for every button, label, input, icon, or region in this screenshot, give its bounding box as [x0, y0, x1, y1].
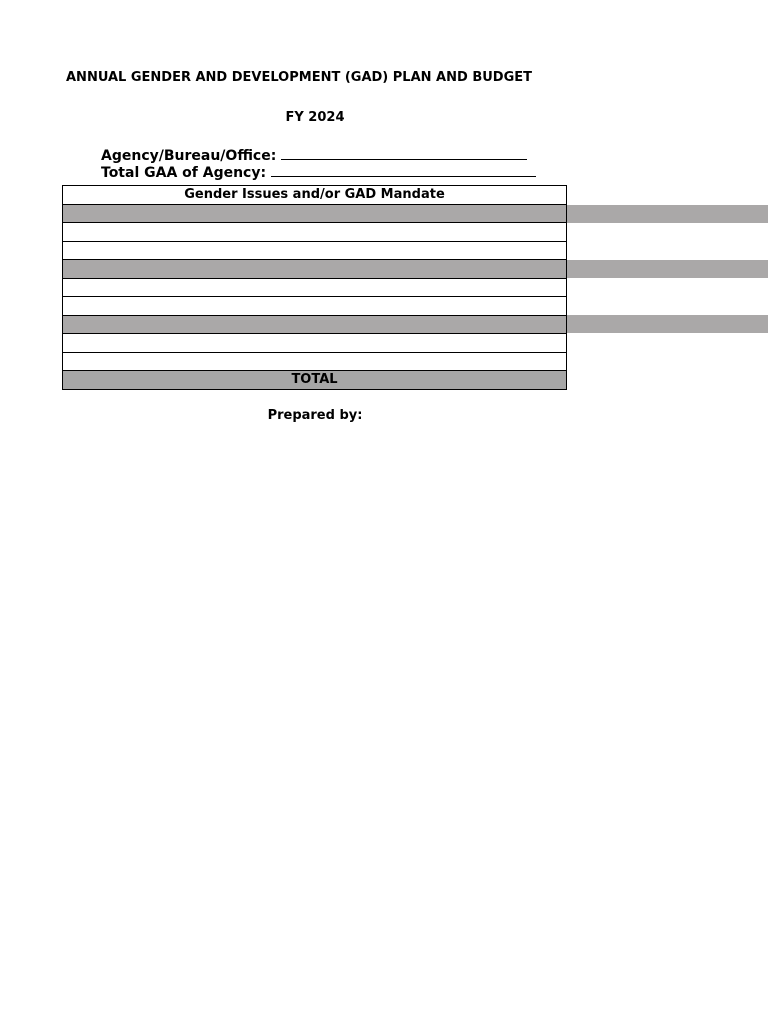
table-row[interactable]: [62, 242, 567, 261]
agency-label: Agency/Bureau/Office:: [101, 148, 277, 164]
table-row[interactable]: [62, 223, 567, 242]
table-row[interactable]: [62, 334, 567, 353]
table-header: Gender Issues and/or GAD Mandate: [62, 185, 567, 205]
prepared-by-label: Prepared by:: [267, 408, 363, 423]
table-row[interactable]: [62, 297, 567, 316]
total-gaa-label: Total GAA of Agency:: [101, 165, 267, 181]
fiscal-year: FY 2024: [285, 110, 345, 125]
agency-field: [101, 147, 527, 165]
total-gaa-field: [101, 164, 536, 182]
table-section-row: [62, 205, 567, 224]
table-total-row: TOTAL: [62, 371, 567, 390]
document-title: ANNUAL GENDER AND DEVELOPMENT (GAD) PLAN AND BUDGET: [66, 70, 532, 85]
table-row[interactable]: [62, 353, 567, 372]
total-gaa-blank-line[interactable]: [271, 164, 536, 177]
table-section-row: [62, 260, 567, 279]
table-section-row: [62, 316, 567, 335]
gad-table: [62, 185, 567, 390]
table-row[interactable]: [62, 279, 567, 298]
agency-blank-line[interactable]: [281, 147, 527, 160]
